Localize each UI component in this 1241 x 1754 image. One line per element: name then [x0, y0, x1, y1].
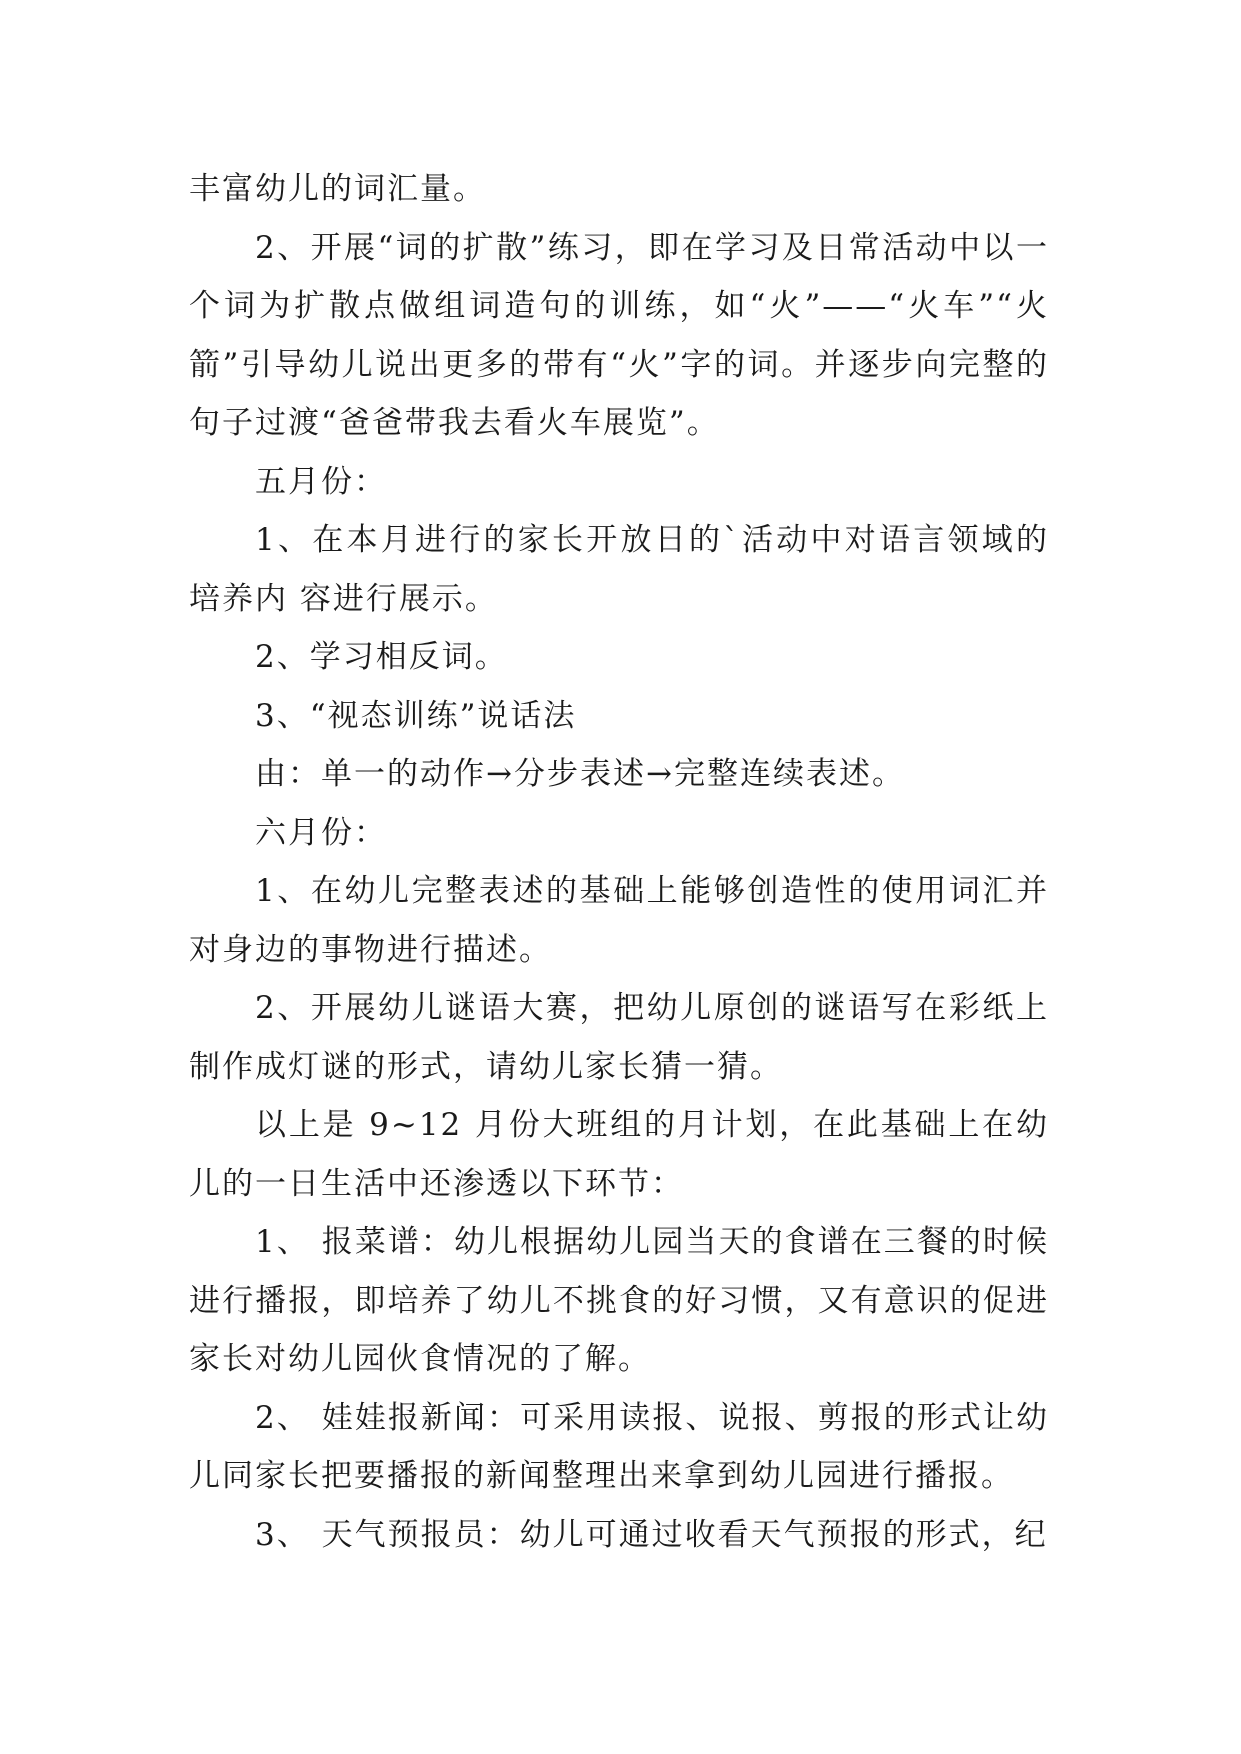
paragraph-june-item-2: 2、开展幼儿谜语大赛，把幼儿原创的谜语写在彩纸上制作成灯谜的形式，请幼儿家长猜一猜。 — [189, 990, 1049, 1085]
paragraph-june-item-1: 1、在幼儿完整表述的基础上能够创造性的使用词汇并对身边的事物进行描述。 — [189, 873, 1049, 968]
paragraph-summary: 以上是 9~12 月份大班组的月计划，在此基础上在幼儿的一日生活中还渗透以下环节： — [189, 1107, 1049, 1202]
paragraph-may-item-3: 3、“视态训练”说话法 — [255, 697, 577, 734]
document-body — [189, 160, 1049, 1564]
paragraph-daily-item-2: 2、 娃娃报新闻：可采用读报、说报、剪报的形式让幼儿同家长把要播报的新闻整理出来拿到幼儿园进行播报。 — [189, 1399, 1049, 1494]
section-heading-may: 五月份： — [255, 463, 387, 500]
paragraph-word-expansion: 2、开展“词的扩散”练习，即在学习及日常活动中以一个词为扩散点做组词造句的训练，如“火”——“火车”“火箭”引导幼儿说出更多的带有“火”字的词。并逐步向完整的句子过渡“爸爸带我去看火车展览”。 — [189, 229, 1049, 441]
paragraph-may-item-1: 1、在本月进行的家长开放日的`活动中对语言领域的培养内 容进行展示。 — [189, 522, 1049, 617]
paragraph-daily-item-1: 1、 报菜谱：幼儿根据幼儿园当天的食谱在三餐的时候进行播报，即培养了幼儿不挑食的好习惯，又有意识的促进家长对幼儿园伙食情况的了解。 — [189, 1224, 1049, 1377]
paragraph-may-item-3-detail: 由：单一的动作→分步表述→完整连续表述。 — [255, 756, 905, 792]
paragraph-continuation: 丰富幼儿的词汇量。 — [189, 171, 486, 207]
section-heading-june: 六月份： — [255, 814, 387, 851]
paragraph-daily-item-3: 3、 天气预报员：幼儿可通过收看天气预报的形式，纪 — [255, 1516, 1048, 1553]
paragraph-may-item-2: 2、学习相反词。 — [255, 639, 508, 675]
